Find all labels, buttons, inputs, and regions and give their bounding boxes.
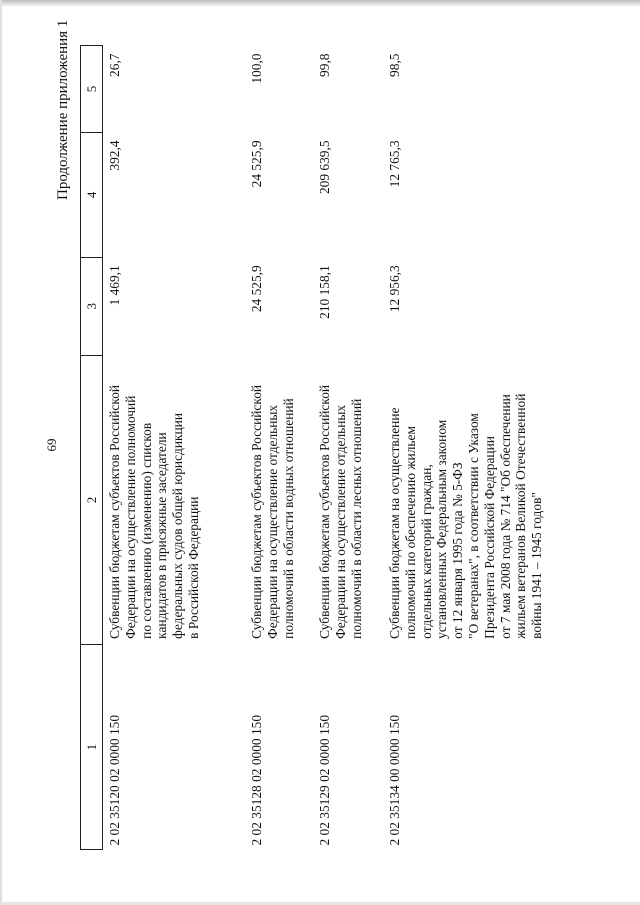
row-col4-value: 392,4 (107, 140, 122, 171)
revenue-table (80, 45, 622, 850)
row-code: 2 02 35120 02 0000 150 (107, 714, 122, 846)
row-col3-value: 1 469,1 (107, 265, 122, 306)
row-col5-value: 100,0 (249, 53, 264, 84)
row-name (245, 355, 313, 645)
table-header-row (81, 46, 103, 850)
row-name-line: Федерации на осуществление отдельных (332, 404, 348, 639)
row-name-line: кандидатов в присяжные заседатели (154, 432, 170, 639)
row-col4-value: 12 765,3 (387, 140, 402, 188)
row-name-line: в Российской Федерации (185, 496, 201, 639)
row-col5-value: 26,7 (107, 53, 122, 77)
continuation-label: Продолжение приложения 1 (55, 19, 71, 200)
row-name-line: полномочий в области водных отношений (280, 398, 296, 639)
row-name-line: полномочий по обеспечению жильем (402, 426, 418, 639)
row-col4-value: 209 639,5 (317, 140, 332, 195)
header-col-1: 1 (81, 645, 103, 850)
row-code: 2 02 35129 02 0000 150 (317, 714, 332, 846)
row-code: 2 02 35134 00 0000 150 (387, 714, 402, 846)
row-col3-value: 12 956,3 (387, 265, 402, 313)
row-col5-value: 98,5 (387, 53, 402, 77)
row-name-line: от 7 мая 2008 года № 714 "Об обеспечении (497, 394, 513, 639)
row-name-line: по составлению (изменению) списков (138, 422, 154, 639)
header-col-4: 4 (81, 132, 103, 257)
table-row (245, 46, 313, 850)
header-col-5: 5 (81, 46, 103, 133)
row-name-line: войны 1941 – 1945 годов" (529, 492, 545, 639)
table-row (313, 46, 383, 850)
row-name (383, 355, 622, 645)
row-name (313, 355, 383, 645)
row-name-line: полномочий в области лесных отношений (348, 398, 364, 639)
row-col3-value: 210 158,1 (317, 265, 332, 319)
table-row (103, 46, 246, 850)
page-number: 69 (44, 438, 59, 452)
row-name-line: федеральных судов общей юрисдикции (170, 412, 186, 639)
row-name-line: отдельных категорий граждан, (418, 464, 434, 639)
row-name (103, 355, 246, 645)
row-col4-value: 24 525,9 (249, 140, 264, 188)
row-name-line: Субвенции бюджетам субъектов Российской (317, 384, 332, 639)
row-name-line: Субвенции бюджетам субъектов Российской (249, 384, 264, 639)
row-name-line: "О ветеранах", в соответствии с Указом (465, 413, 481, 639)
row-name-line: Субвенции бюджетам на осуществление (387, 407, 402, 639)
header-col-2: 2 (81, 355, 103, 645)
row-name-line: жильем ветеранов Великой Отечественной (513, 393, 529, 639)
row-col5-value: 99,8 (317, 53, 332, 77)
row-col3-value: 24 525,9 (249, 265, 264, 313)
header-col-3: 3 (81, 257, 103, 355)
row-name-line: Субвенции бюджетам субъектов Российской (107, 384, 122, 639)
row-name-line: Президента Российской Федерации (481, 436, 497, 639)
row-name-line: от 12 января 1995 года № 5-ФЗ (450, 462, 466, 639)
row-code: 2 02 35128 02 0000 150 (249, 714, 264, 846)
table-row (383, 46, 622, 850)
row-name-line: Федерации на осуществление полномочий (122, 395, 138, 639)
row-name-line: установленных Федеральным законом (434, 419, 450, 639)
row-name-line: Федерации на осуществление отдельных (264, 404, 280, 639)
